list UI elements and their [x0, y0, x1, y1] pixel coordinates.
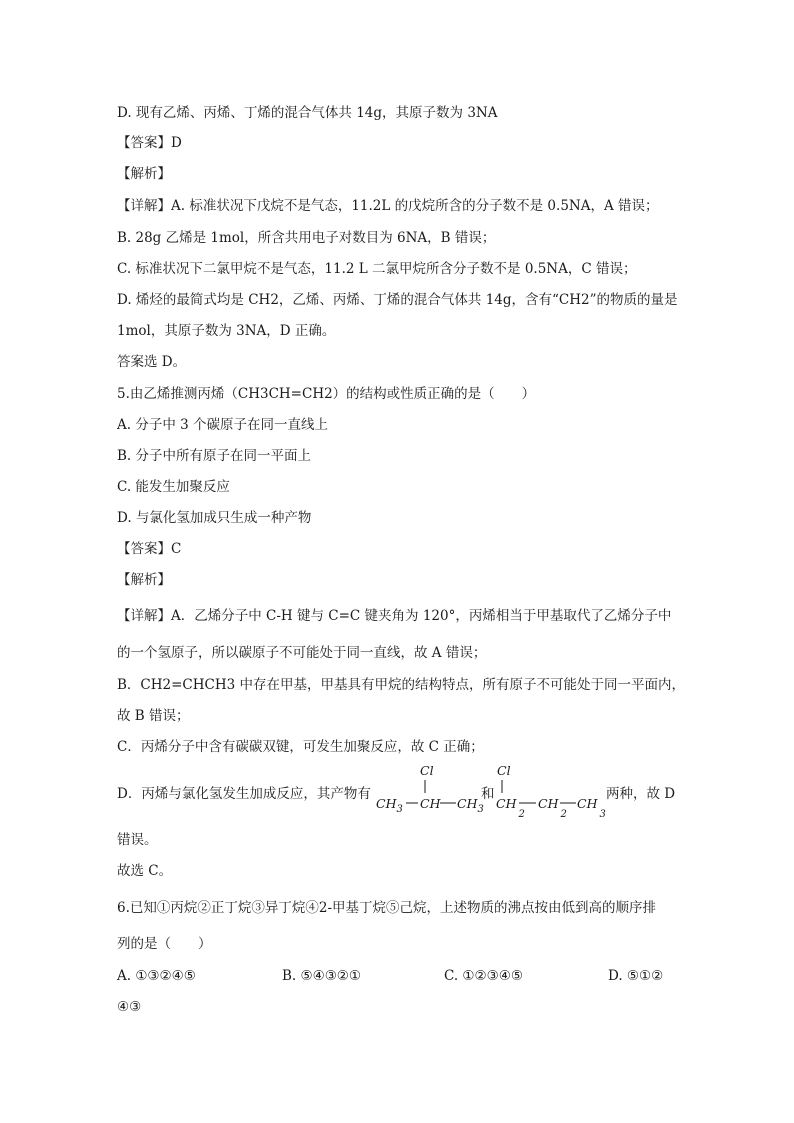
q5-analysis-label: 【解析】 [117, 572, 171, 588]
q5-detail-d-suffix: 两种，故 D [606, 786, 676, 802]
formula1-cl: Cl [420, 763, 434, 778]
q5-detail-line: 的一个氢原子，所以碳原子不可能处于同一直线，故 A 错误； [117, 645, 487, 661]
q5-detail-line: 故 B 错误； [117, 708, 190, 724]
q6-stem-line2: 列的是（ ） [117, 936, 212, 952]
q5-detail-d-end: 错误。 [117, 832, 158, 848]
formula2-cl: Cl [497, 763, 511, 778]
q5-detail-line: 【详解】A．乙烯分子中 C-H 键与 C=C 键夹角为 120°，丙烯相当于甲基取代了乙烯分子中 [117, 608, 672, 624]
q4-option-d: D. 现有乙烯、丙烯、丁烯的混合气体共 14g，其原子数为 3NA [117, 105, 498, 121]
formula2-ch2-left: $CH_2$ [496, 796, 525, 820]
q4-detail-line: 【详解】A. 标准状况下戊烷不是气态，11.2L 的戊烷所含的分子数不是 0.5NA，A 错误； [117, 198, 659, 214]
q5-option-b: B. 分子中所有原子在同一平面上 [117, 448, 312, 464]
formula1-ch: CH [420, 796, 441, 811]
q5-option-c: C. 能发生加聚反应 [117, 479, 230, 495]
q5-answer: 【答案】C [117, 541, 182, 557]
q5-stem: 5.由乙烯推测丙烯（CH3CH=CH2）的结构或性质正确的是（ ） [117, 386, 536, 402]
q5-detail-d-middle: 和 [481, 786, 495, 802]
q5-option-a: A. 分子中 3 个碳原子在同一直线上 [117, 417, 329, 433]
chlorinated-product-formulas [370, 760, 610, 822]
q5-detail-line: C．丙烯分子中含有碳碳双键，可发生加聚反应，故 C 正确； [117, 739, 484, 755]
formula-1 [376, 763, 484, 815]
q6-option-d: D. ⑤①② [608, 968, 664, 984]
q4-detail-line: C. 标准状况下二氯甲烷不是气态，11.2 L 二氯甲烷所含分子数不是 0.5NA，C 错误； [117, 261, 637, 277]
q4-detail-line: B. 28g 乙烯是 1mol，所含共用电子对数目为 6NA，B 错误； [117, 230, 496, 246]
q4-analysis-label: 【解析】 [117, 166, 171, 182]
q6-option-a: A. ①③②④⑤ [117, 968, 196, 984]
formula2-ch3: $CH_3$ [577, 796, 606, 820]
formula-2 [496, 763, 606, 820]
q5-option-d: D. 与氯化氢加成只生成一种产物 [117, 510, 312, 526]
q4-detail-line: D. 烯烃的最简式均是 CH2，乙烯、丙烯、丁烯的混合气体共 14g，含有“CH2”的物质的量是 [117, 292, 678, 308]
q4-answer: 【答案】D [117, 135, 182, 151]
q4-detail-line: 1mol，其原子数为 3NA，D 正确。 [117, 323, 336, 339]
q4-conclusion: 答案选 D。 [117, 354, 187, 370]
formula1-ch3-left: $CH_3$ [376, 796, 403, 815]
q5-detail-line: B．CH2=CHCH3 中存在甲基，甲基具有甲烷的结构特点，所有原子不可能处于同一平面内， [117, 677, 686, 693]
q5-detail-d-prefix: D．丙烯与氯化氢发生加成反应，其产物有 [117, 786, 371, 802]
q6-option-b: B. ⑤④③②① [282, 968, 362, 984]
formula2-ch2-mid: $CH_2$ [538, 796, 567, 820]
formula1-ch3-right: $CH_3$ [457, 796, 484, 815]
q6-stem-line1: 6.已知①丙烷②正丁烷③异丁烷④2-甲基丁烷⑤己烷，上述物质的沸点按由低到高的顺序排 [117, 900, 657, 916]
q6-option-c: C. ①②③④⑤ [444, 968, 523, 984]
q6-option-d-wrap: ④③ [117, 999, 142, 1015]
q5-conclusion: 故选 C。 [117, 863, 173, 879]
